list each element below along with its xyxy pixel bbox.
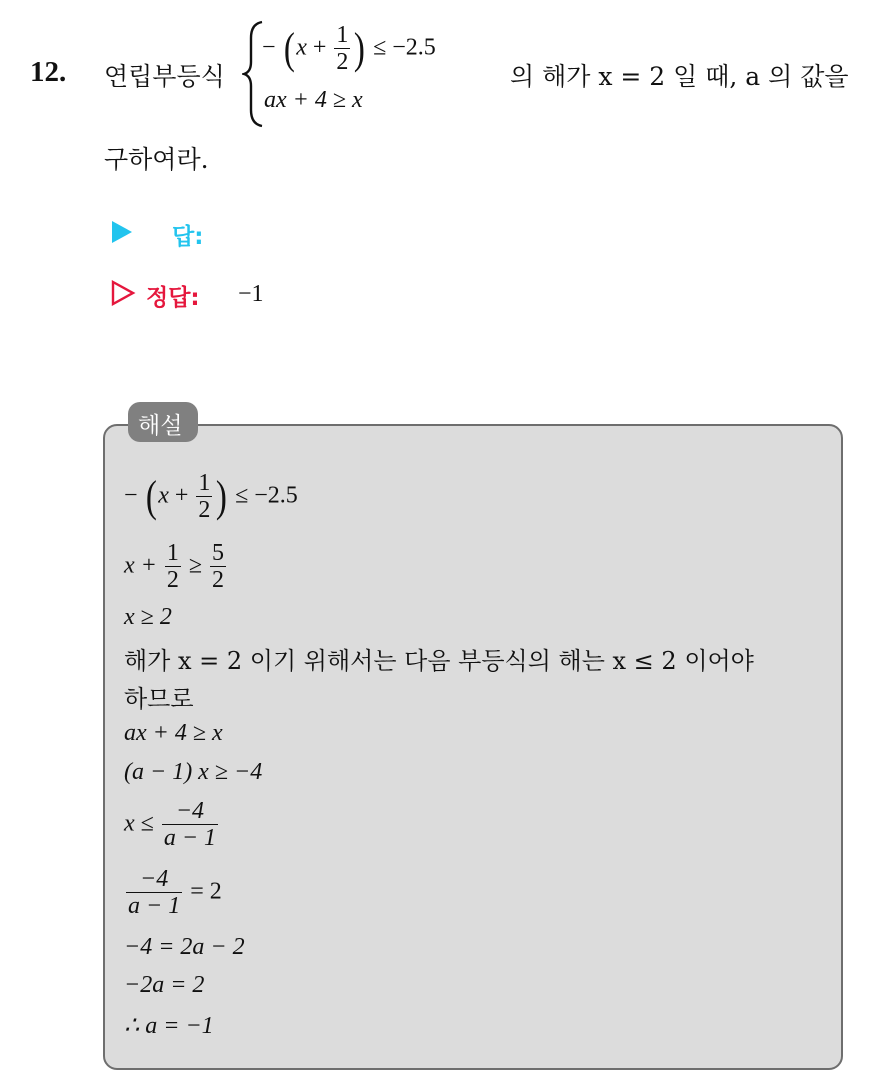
system-line-1-rel: ≤ −2.5 — [373, 34, 436, 61]
system-fraction: $\frac{1}{2}$ — [336, 22, 349, 76]
close-paren: ) — [354, 23, 366, 73]
solution-line-2: x + $\frac{1}{2}$ ≥ $\frac{5}{2}$ — [124, 540, 225, 594]
open-paren: ( — [145, 471, 157, 521]
system-line-1-lead: − — [262, 34, 276, 61]
solution-line-8: $\frac{-4}{a - 1}$ = 2 — [128, 866, 222, 920]
solution-line-11: ∴ a = −1 — [124, 1013, 214, 1039]
system-line-1-var: x — [296, 34, 307, 61]
close-paren: ) — [216, 471, 228, 521]
fraction: $\frac{1}{2}$ — [166, 540, 179, 594]
solution-line-10: −2a = 2 — [124, 972, 205, 998]
problem-tail: 의 해가 x = 2 일 때, a 의 값을 — [510, 62, 849, 91]
solution-line-4a: 해가 x = 2 이기 위해서는 다음 부등식의 해는 x ≤ 2 이어야 — [124, 647, 754, 675]
system-line-1 — [262, 22, 436, 76]
solution-line-4b: 하므로 — [124, 685, 194, 713]
correct-answer-value: −1 — [238, 281, 264, 307]
solution-line-5: ax + 4 ≥ x — [124, 720, 223, 746]
problem-continuation: 구하여라. — [104, 145, 209, 174]
fraction: $\frac{-4}{a - 1}$ — [128, 866, 181, 920]
problem-intro: 연립부등식 — [104, 62, 225, 91]
correct-answer-icon — [110, 280, 136, 306]
solution-title: 해설 — [138, 413, 183, 439]
solution-line-3: x ≥ 2 — [124, 604, 172, 630]
solution-line-6: (a − 1) x ≥ −4 — [124, 759, 263, 785]
fraction: $\frac{1}{2}$ — [198, 470, 211, 524]
solution-line-7: x ≤ $\frac{-4}{a - 1}$ — [124, 798, 217, 852]
play-icon — [110, 220, 134, 244]
open-paren: ( — [283, 23, 295, 73]
correct-answer-label: 정답: — [146, 285, 200, 311]
system-line-2: ax + 4 ≥ x — [264, 87, 363, 113]
answer-label: 답: — [172, 224, 204, 250]
system-line-1-plus: + — [312, 34, 327, 61]
fraction: $\frac{-4}{a - 1}$ — [163, 798, 217, 852]
problem-number: 12. — [30, 56, 67, 88]
solution-line-9: −4 = 2a − 2 — [124, 934, 245, 960]
fraction: $\frac{5}{2}$ — [212, 540, 225, 594]
solution-line-1: − (x + $\frac{1}{2}$ ) ≤ −2.5 — [124, 470, 298, 524]
